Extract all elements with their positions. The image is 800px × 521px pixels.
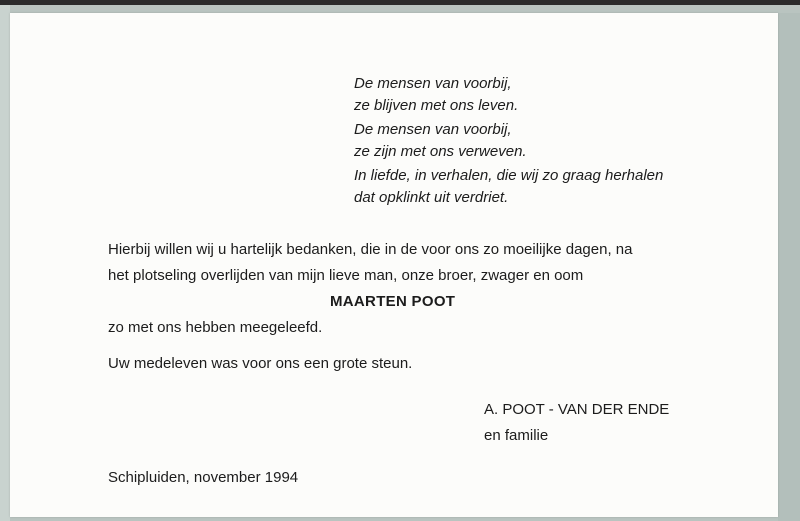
deceased-name: MAARTEN POOT [330,293,456,310]
poem-line: ze blijven met ons leven. [354,97,519,114]
top-border-line [0,0,800,5]
poem-line: dat opklinkt uit verdriet. [354,189,509,206]
thank-you-card [10,13,778,517]
body-text-line: Hierbij willen wij u hartelijk bedanken, die in de voor ons zo moeilijke dagen, na [108,241,633,258]
poem-line: De mensen van voorbij, [354,121,512,138]
poem-line: ze zijn met ons verweven. [354,143,527,160]
body-text-line: zo met ons hebben meegeleefd. [108,319,323,336]
left-card-edge [0,5,10,521]
body-text-line: Uw medeleven was voor ons een grote steun. [108,355,413,372]
body-text-line: het plotseling overlijden van mijn lieve man, onze broer, zwager en oom [108,267,584,284]
signature-name: A. POOT - VAN DER ENDE [484,401,670,418]
poem-line: De mensen van voorbij, [354,75,512,92]
signature-family: en familie [484,427,549,444]
poem-block [354,73,663,209]
place-date: Schipluiden, november 1994 [108,469,299,486]
poem-line: In liefde, in verhalen, die wij zo graag herhalen [354,167,664,184]
right-card-edge [778,13,800,521]
